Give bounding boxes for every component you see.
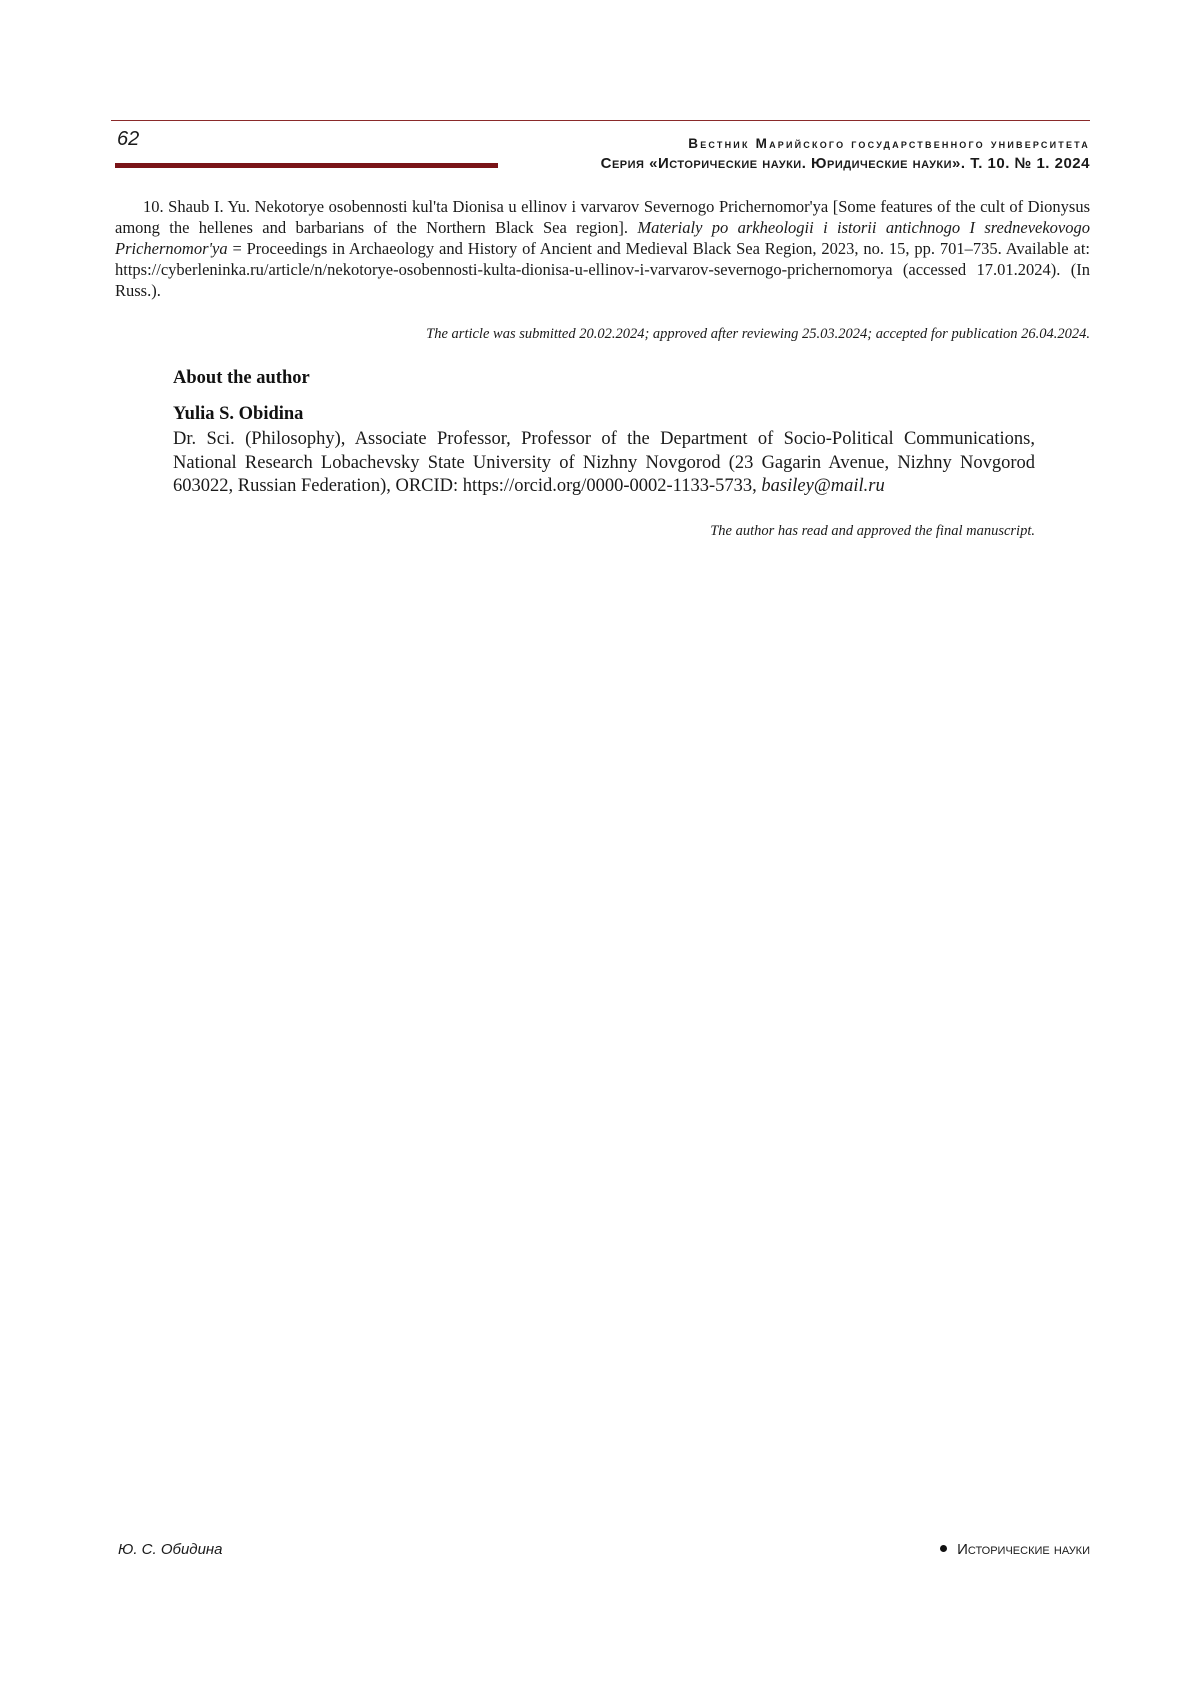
author-email: basiley@mail.ru bbox=[761, 476, 885, 496]
footer-section-label: Исторические науки bbox=[957, 1541, 1090, 1558]
approval-note: The author has read and approved the final manuscript. bbox=[710, 523, 1035, 539]
reference-entry bbox=[115, 196, 1090, 301]
author-bio-text: Dr. Sci. (Philosophy), Associate Professor, Professor of the Department of Socio-Political Communications, National Research Lobachevsky State University of Nizhny Novgorod (23 Gagarin Avenue, Nizhny Novgorod 603022, Russian Federation), ORCID: https://orcid.org/0000-0002-1133-5733, bbox=[173, 429, 1035, 496]
reference-text-start: 10. Shaub I. Yu. Nekotorye osobennosti kul'ta Dionisa u ellinov i varvarov Severnogo Prichernomor'ya [Some features of the cult of Dionysus among the hellenes and barbarians of the Northern Black Sea region]. bbox=[115, 197, 1090, 237]
footer-author: Ю. С. Обидина bbox=[118, 1541, 223, 1558]
header-accent-rule bbox=[115, 163, 498, 168]
reference-text-end: = Proceedings in Archaeology and History of Ancient and Medieval Black Sea Region, 2023, no. 15, pp. 701–735. Available at: https://cyberleninka.ru/article/n/nekotorye-osobennosti-kulta-dionisa-u-ellinov-i-varvarov-severnogo-prichernomorya (accessed 17.01.2024). (In Russ.). bbox=[115, 239, 1090, 300]
reference-source-title: Materialy po arkheologii i istorii antichnogo I srednevekovogo Prichernomor'ya bbox=[115, 218, 1090, 258]
footer-section bbox=[940, 1541, 1090, 1558]
header-top-rule bbox=[111, 120, 1090, 121]
about-author-heading: About the author bbox=[173, 368, 310, 388]
journal-title: Вестник Марийского государственного университета bbox=[688, 136, 1090, 151]
page-number: 62 bbox=[117, 128, 140, 150]
author-bio bbox=[173, 428, 1035, 499]
bullet-icon bbox=[940, 1545, 947, 1552]
journal-series: Серия «Исторические науки. Юридические науки». Т. 10. № 1. 2024 bbox=[600, 155, 1090, 172]
author-name: Yulia S. Obidina bbox=[173, 404, 304, 424]
submission-note: The article was submitted 20.02.2024; approved after reviewing 25.03.2024; accepted for publication 26.04.2024. bbox=[426, 326, 1090, 342]
